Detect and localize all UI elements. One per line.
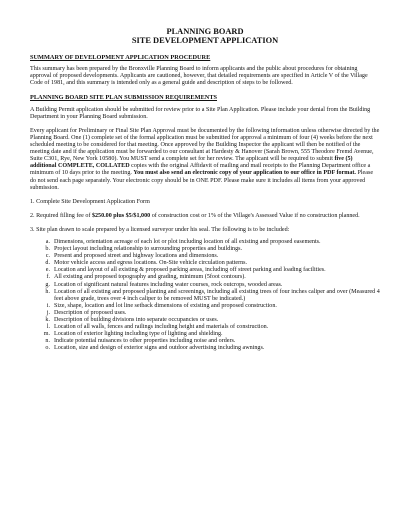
list-item-text: Location and layout of all existing & proposed parking areas, including off street parking and loading facilities.	[54, 267, 326, 274]
list-marker: m.	[43, 331, 50, 338]
item-2-text-1: 2. Required filling fee of	[30, 212, 92, 219]
list-item-text: Dimensions, orientation acreage of each lot or plot including location of all existing and proposed easements.	[54, 239, 321, 245]
list-marker: f.	[46, 274, 50, 281]
list-item-text: Location of all existing and proposed planting and screenings, including all existing trees of four inches caliper and over (Measured 4 feet above grade, trees over 4 inch caliper to be removed MUST be indicated.)	[54, 288, 380, 302]
list-marker: n.	[45, 338, 50, 345]
list-item	[30, 345, 380, 352]
summary-heading: SUMMARY OF DEVELOPMENT APPLICATION PROCEDURE	[30, 54, 211, 61]
item-2-text-2: of construction cost or 1% of the Village's Assessed Value if no construction planned.	[150, 212, 360, 219]
list-item	[30, 310, 380, 317]
item-2-fee: $250.00 plus $5/$1,000	[91, 212, 151, 219]
list-item	[30, 239, 380, 246]
list-item-text: Project layout including relationship to surrounding properties and buildings.	[54, 246, 243, 253]
list-marker: d.	[45, 260, 50, 267]
list-item-text: Location of significant natural features including water courses, rock outcrops, wooded areas.	[54, 281, 283, 288]
list-item-text: Size, shape, location and lot line setback dimensions of existing and proposed construction.	[54, 302, 277, 309]
list-item-text: Description of building divisions into separate occupancies or uses.	[54, 317, 219, 324]
list-item-text: Indicate potential nuisances to other properties including noise and orders.	[54, 338, 236, 345]
list-item	[30, 246, 380, 253]
list-item	[30, 331, 380, 338]
list-item	[30, 253, 380, 260]
list-marker: l.	[46, 324, 50, 331]
document-title-line-1: PLANNING BOARD	[166, 27, 244, 36]
list-item	[30, 303, 380, 310]
submission-bold-copies: five (5) additional COMPLETE, COLLATED	[30, 156, 353, 170]
item-2	[30, 213, 380, 220]
submission-text-2: copies with the original Affidavit of mailing and mail receipts to the Planning Department office a minimum of 10 days prior to the meeting.	[30, 163, 371, 177]
list-item-text: Motor vehicle access and egress locations. On-Site vehicle circulation patterns.	[54, 260, 248, 267]
summary-paragraph: This summary has been prepared by the Bronxville Planning Board to inform applicants and the public about procedures for obtaining approval of proposed developments. Applicants are cautioned, however, that detailed requirements are specified in Article V of the Village Code of 1981, and this summary is intended only as a general guide and description of steps to be followed.	[30, 66, 368, 87]
document-title-line-2: SITE DEVELOPMENT APPLICATION	[131, 36, 279, 45]
submission-bold-pdf: You must also send an electronic copy of your application to our office in PDF format.	[133, 170, 356, 177]
submission-text-3: Please do not send each page separately. Your electronic copy should be in ONE PDF. Please make sure it includes all items from your approved submission.	[30, 170, 374, 191]
list-item-text: Location of all walls, fences and railings including height and materials of construction.	[54, 324, 269, 331]
item-1: 1. Complete Site Development Application Form	[30, 198, 150, 205]
building-permit-paragraph: A Building Permit application should be submitted for review prior to a Site Plan Application. Please include your denial from the Building Department in your Planning Board submission.	[30, 106, 371, 120]
list-marker: a.	[45, 239, 50, 245]
list-marker: e.	[45, 267, 50, 274]
submission-paragraph	[30, 128, 380, 192]
list-item	[30, 282, 380, 289]
list-item	[30, 289, 380, 303]
list-item-text: Present and proposed street and highway locations and dimensions.	[54, 253, 219, 260]
list-marker: o.	[45, 345, 50, 352]
list-marker: c.	[45, 253, 50, 260]
list-item-text: Location of exterior lighting including type of lighting and shielding.	[54, 331, 223, 338]
item-3: 3. Site plan drawn to scale prepared by a licensed surveyor under his seal. The following is to be included:	[30, 226, 290, 233]
list-marker: k.	[45, 317, 50, 324]
list-marker: i.	[46, 302, 50, 309]
list-marker: b.	[45, 246, 50, 253]
requirements-heading: PLANNING BOARD SITE PLAN SUBMISSION REQUIREMENTS	[30, 94, 218, 102]
list-item-text: Description of proposed uses.	[54, 309, 127, 316]
list-marker: j.	[46, 309, 50, 316]
submission-text-1: Every applicant for Preliminary or Final Site Plan Approval must be documented by the following information unless otherwise directed by the Planning Board. One (1) complete set of the formal application must be submitted for approval a minimum of four (4) weeks before the next scheduled meeting to be considered for that meeting. Once approved by the Building Inspector the applicant will then be notified of the meeting date and if the application must be forwarded to our consultant at Hardesty & Hanover (Sarah Brown, 555 Theodore Fremd Avenue, Suite C301, Rye, New York 10580). You MUST send a complete set for her review. The applicant will be required to submit	[30, 127, 380, 163]
list-item-text: Location, size and design of exterior signs and outdoor advertising including awnings.	[54, 345, 265, 352]
list-marker: g.	[45, 281, 50, 288]
site-plan-requirements-list	[30, 239, 380, 353]
list-marker: h.	[45, 288, 50, 295]
list-item	[30, 274, 380, 281]
list-item-text: All existing and proposed topography and grading, minimum (5foot contours).	[54, 274, 246, 281]
